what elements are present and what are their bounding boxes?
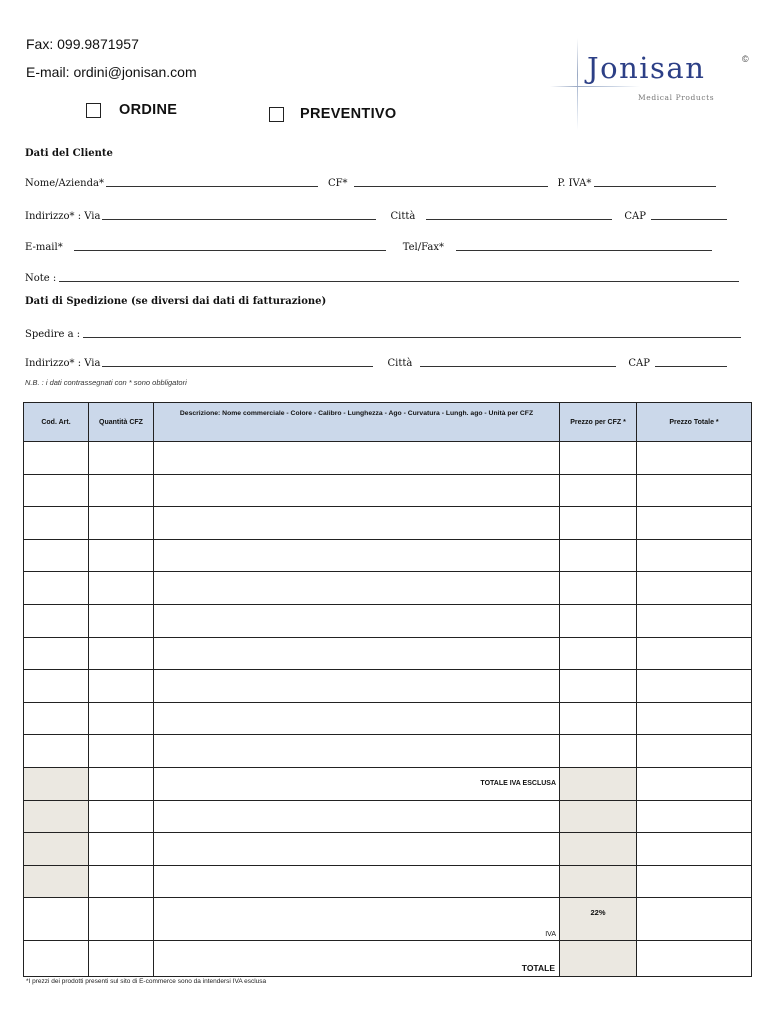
table-cell xyxy=(154,865,560,898)
totale-value[interactable] xyxy=(637,940,752,976)
table-row xyxy=(24,637,752,670)
table-row xyxy=(24,670,752,703)
shipping-row-1 xyxy=(25,329,741,340)
table-row xyxy=(24,800,752,833)
table-cell xyxy=(89,898,154,941)
table-header-row xyxy=(24,403,752,442)
table-cell xyxy=(89,833,154,866)
ship-citta-label: Città xyxy=(387,358,413,369)
prezzo-tot-cell[interactable] xyxy=(637,572,752,605)
table-row xyxy=(24,604,752,637)
totale-iva-esclusa-label: TOTALE IVA ESCLUSA xyxy=(154,767,560,800)
logo-wordmark: Jonisan xyxy=(587,51,706,85)
prezzo-tot-cell[interactable] xyxy=(637,670,752,703)
iva-row xyxy=(24,898,752,941)
spedire-label: Spedire a : xyxy=(25,329,81,340)
company-logo xyxy=(560,38,760,130)
prezzo-tot-cell[interactable] xyxy=(637,507,752,540)
logo-tagline: Medical Products xyxy=(638,93,715,102)
table-row xyxy=(24,833,752,866)
spedire-field[interactable] xyxy=(83,336,741,338)
prezzo-cfz-cell[interactable] xyxy=(560,670,637,703)
prezzo-tot-cell[interactable] xyxy=(637,474,752,507)
cod-cell[interactable] xyxy=(24,572,89,605)
required-note: N.B. : i dati contrassegnati con * sono obbligatori xyxy=(25,378,187,387)
prezzo-cfz-cell[interactable] xyxy=(560,507,637,540)
prezzo-cfz-cell[interactable] xyxy=(560,539,637,572)
iva-label: IVA xyxy=(154,898,560,941)
table-row xyxy=(24,474,752,507)
totale-iva-esclusa-row xyxy=(24,767,752,800)
desc-cell[interactable] xyxy=(154,637,560,670)
desc-cell[interactable] xyxy=(154,442,560,475)
table-row xyxy=(24,507,752,540)
table-cell xyxy=(560,767,637,800)
prezzo-cfz-cell[interactable] xyxy=(560,572,637,605)
client-row-2 xyxy=(25,211,737,222)
qty-cell[interactable] xyxy=(89,539,154,572)
desc-cell[interactable] xyxy=(154,670,560,703)
prezzo-cfz-cell[interactable] xyxy=(560,637,637,670)
table-cell[interactable] xyxy=(637,833,752,866)
cap-label: CAP xyxy=(624,211,646,222)
cod-cell[interactable] xyxy=(24,702,89,735)
table-cell xyxy=(24,833,89,866)
cod-cell[interactable] xyxy=(24,474,89,507)
desc-cell[interactable] xyxy=(154,604,560,637)
prezzo-tot-cell[interactable] xyxy=(637,735,752,768)
cod-cell[interactable] xyxy=(24,604,89,637)
qty-cell[interactable] xyxy=(89,474,154,507)
table-cell xyxy=(24,940,89,976)
email-label: E-mail* xyxy=(25,242,63,253)
citta-label: Città xyxy=(390,211,416,222)
table-cell xyxy=(24,767,89,800)
products-table xyxy=(23,402,752,977)
table-cell xyxy=(560,865,637,898)
table-row xyxy=(24,865,752,898)
table-cell[interactable] xyxy=(637,800,752,833)
logo-vertical-line xyxy=(577,38,578,130)
desc-cell[interactable] xyxy=(154,572,560,605)
client-row-1 xyxy=(25,178,737,189)
logo-horizontal-line xyxy=(550,86,640,87)
table-cell[interactable] xyxy=(637,865,752,898)
qty-cell[interactable] xyxy=(89,735,154,768)
cf-field[interactable] xyxy=(354,185,548,187)
citta-field[interactable] xyxy=(426,218,612,220)
prezzo-cfz-cell[interactable] xyxy=(560,474,637,507)
qty-cell[interactable] xyxy=(89,702,154,735)
cod-cell[interactable] xyxy=(24,637,89,670)
desc-cell[interactable] xyxy=(154,474,560,507)
prezzo-tot-cell[interactable] xyxy=(637,539,752,572)
note-label: Note : xyxy=(25,273,57,284)
ordine-checkbox[interactable] xyxy=(86,103,101,118)
indirizzo-field[interactable] xyxy=(102,218,376,220)
table-cell xyxy=(89,800,154,833)
table-row xyxy=(24,702,752,735)
table-row xyxy=(24,735,752,768)
qty-cell[interactable] xyxy=(89,442,154,475)
ordine-label: ORDINE xyxy=(119,102,178,118)
table-cell xyxy=(89,865,154,898)
cod-cell[interactable] xyxy=(24,507,89,540)
table-row xyxy=(24,539,752,572)
desc-cell[interactable] xyxy=(154,507,560,540)
table-cell xyxy=(24,865,89,898)
table-row xyxy=(24,442,752,475)
qty-cell[interactable] xyxy=(89,670,154,703)
cod-cell[interactable] xyxy=(24,539,89,572)
qty-cell[interactable] xyxy=(89,604,154,637)
shipping-row-2 xyxy=(25,358,737,369)
indirizzo-label: Indirizzo* : Via xyxy=(25,211,101,222)
desc-cell[interactable] xyxy=(154,539,560,572)
header-prezzo-cfz: Prezzo per CFZ * xyxy=(560,403,637,442)
table-cell xyxy=(24,898,89,941)
email-field[interactable] xyxy=(74,249,386,251)
ship-indirizzo-label: Indirizzo* : Via xyxy=(25,358,101,369)
shipping-section-title: Dati di Spedizione (se diversi dai dati di fatturazione) xyxy=(25,296,327,307)
preventivo-label: PREVENTIVO xyxy=(300,106,397,122)
header-cod-art: Cod. Art. xyxy=(24,403,89,442)
cod-cell[interactable] xyxy=(24,735,89,768)
qty-cell[interactable] xyxy=(89,637,154,670)
totale-row xyxy=(24,940,752,976)
totale-label: TOTALE xyxy=(154,940,560,976)
table-cell xyxy=(24,800,89,833)
nome-label: Nome/Azienda* xyxy=(25,178,104,189)
table-cell xyxy=(560,940,637,976)
preventivo-checkbox[interactable] xyxy=(269,107,284,122)
table-cell xyxy=(560,800,637,833)
fax-number: Fax: 099.9871957 xyxy=(26,36,139,52)
prezzo-tot-cell[interactable] xyxy=(637,442,752,475)
table-cell xyxy=(89,767,154,800)
order-email: E-mail: ordini@jonisan.com xyxy=(26,64,197,80)
table-cell xyxy=(89,940,154,976)
telfax-field[interactable] xyxy=(456,249,712,251)
desc-cell[interactable] xyxy=(154,735,560,768)
prezzo-cfz-cell[interactable] xyxy=(560,702,637,735)
telfax-label: Tel/Fax* xyxy=(402,242,444,253)
cap-field[interactable] xyxy=(651,218,727,220)
nome-field[interactable] xyxy=(106,185,318,187)
table-cell xyxy=(154,833,560,866)
qty-cell[interactable] xyxy=(89,507,154,540)
iva-value[interactable] xyxy=(637,898,752,941)
ship-cap-field[interactable] xyxy=(655,365,727,367)
header-prezzo-totale: Prezzo Totale * xyxy=(637,403,752,442)
client-row-3 xyxy=(25,242,737,253)
client-section-title: Dati del Cliente xyxy=(25,148,113,159)
cod-cell[interactable] xyxy=(24,442,89,475)
prezzo-cfz-cell[interactable] xyxy=(560,735,637,768)
desc-cell[interactable] xyxy=(154,702,560,735)
table-cell xyxy=(154,800,560,833)
prezzo-tot-cell[interactable] xyxy=(637,702,752,735)
prezzo-tot-cell[interactable] xyxy=(637,604,752,637)
ship-cap-label: CAP xyxy=(628,358,650,369)
client-row-4 xyxy=(25,273,739,284)
logo-registered-mark: © xyxy=(742,54,749,64)
header-descrizione: Descrizione: Nome commerciale - Colore - Calibro - Lunghezza - Ago - Curvatura - Lungh. ago - Unità per CFZ xyxy=(154,403,560,442)
note-field[interactable] xyxy=(59,280,739,282)
header-quantita: Quantità CFZ xyxy=(89,403,154,442)
prezzo-cfz-cell[interactable] xyxy=(560,604,637,637)
prezzo-tot-cell[interactable] xyxy=(637,637,752,670)
iva-percent: 22% xyxy=(560,898,637,941)
prezzo-cfz-cell[interactable] xyxy=(560,442,637,475)
qty-cell[interactable] xyxy=(89,572,154,605)
piva-label: P. IVA* xyxy=(557,178,592,189)
table-row xyxy=(24,572,752,605)
cf-label: CF* xyxy=(327,178,348,189)
ship-citta-field[interactable] xyxy=(420,365,616,367)
cod-cell[interactable] xyxy=(24,670,89,703)
totale-iva-esclusa-value[interactable] xyxy=(637,767,752,800)
footnote: *I prezzi dei prodotti presenti sul sito di E-commerce sono da intendersi IVA esclusa xyxy=(26,978,267,985)
table-cell xyxy=(560,833,637,866)
ship-indirizzo-field[interactable] xyxy=(102,365,373,367)
piva-field[interactable] xyxy=(594,185,716,187)
